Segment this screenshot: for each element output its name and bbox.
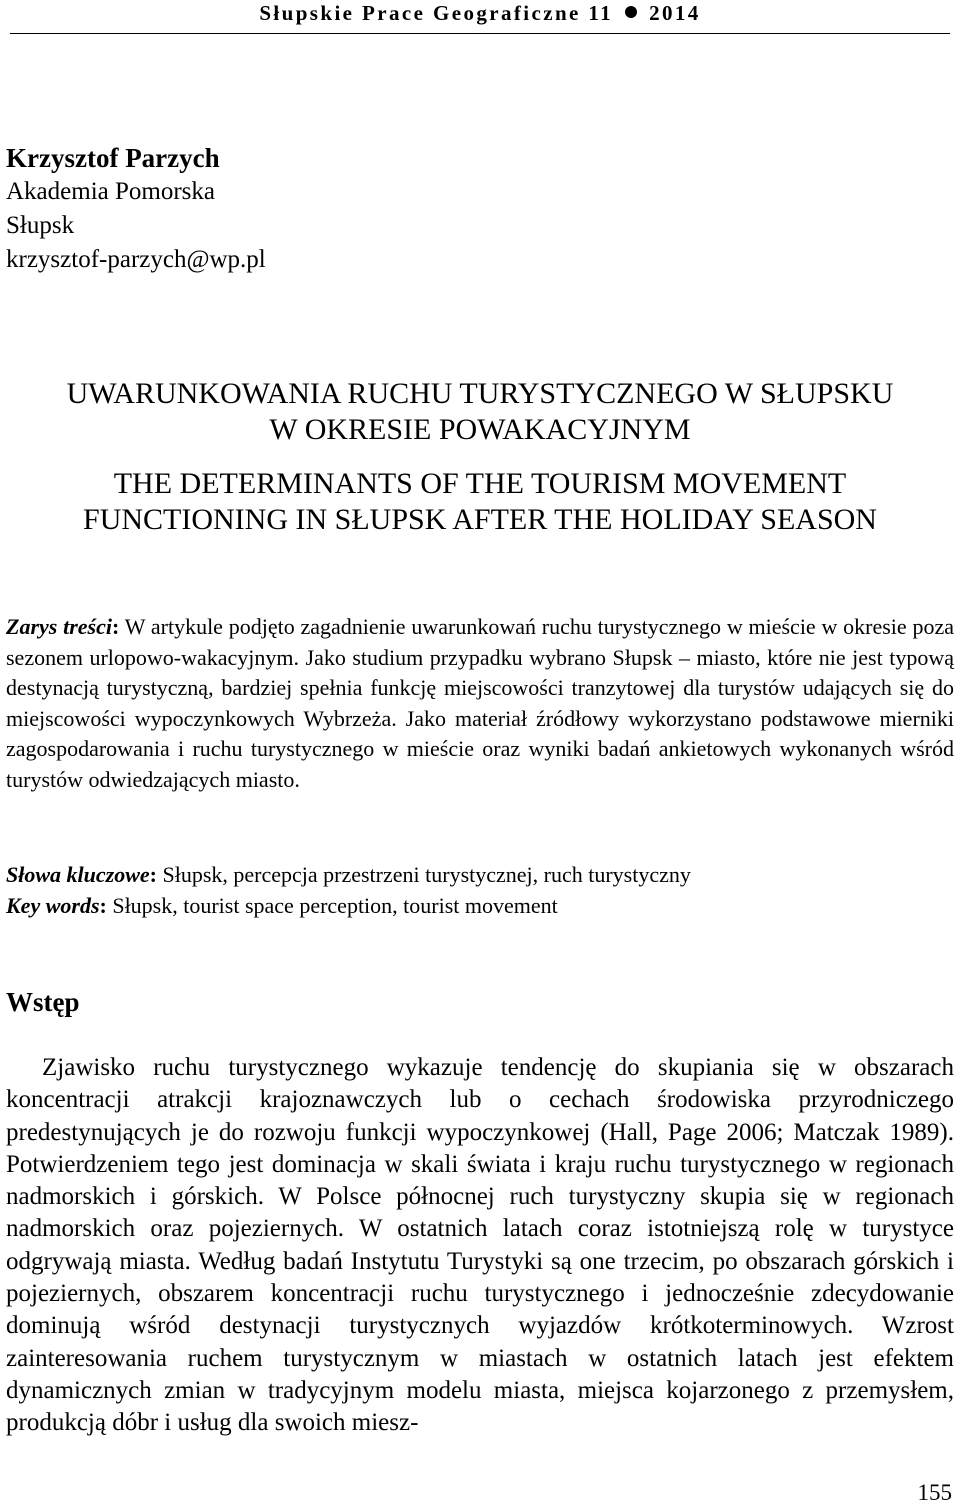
- header-rule: [10, 33, 950, 34]
- polish-title-line1: UWARUNKOWANIA RUCHU TURYSTYCZNEGO W SŁUPSKU: [66, 377, 894, 410]
- keywords-pl-label: Słowa kluczowe: [6, 862, 150, 887]
- title-block: [0, 376, 960, 538]
- section-body: Zjawisko ruchu turystycznego wykazuje tendencję do skupiania się w obszarach koncentracji atrakcji krajoznawczych lub o cechach środowiska przyrodniczego predestynujących je do rozwoju funkcji wypoczynkowej (Hall, Page 2006; Matczak 1989). Potwierdzeniem tego jest dominacja w skali świata i kraju ruchu turystycznego w regionach nadmorskich i górskich. W Polsce północnej ruch turystyczny skupia się w regionach nadmorskich oraz pojeziernych. W ostatnich latach coraz istotniejszą rolę w turystyce odgrywają miasta. Według badań Instytutu Turystyki są one trzecim, po obszarach górskich i pojeziernych, obszarem koncentracji ruchu turystycznego i jednocześnie zdecydowanie dominują wśród destynacji turystycznych wyjazdów krótkoterminowych. Wzrost zainteresowania ruchem turystycznym w miastach w ostatnich latach jest efektem dynamicznych zmian w tradycyjnym modelu miasta, miejsca kojarzonego z przemysłem, produkcją dóbr i usług dla swoich miesz-: [6, 1054, 954, 1437]
- abstract: Zarys treści: W artykule podjęto zagadnienie uwarunkowań ruchu turystycznego w mieście w okresie poza sezonem urlopowo-wakacyjnym. Jako studium przypadku wybrano Słupsk – miasto, które nie jest typową destynacją turystyczną, bardziej spełnia funkcję miejscowości tranzytowej dla turystów udających się do miejscowości wypoczynkowych Wybrzeża. Jako materiał źródłowy wykorzystano podstawowe mierniki zagospodarowania i ruchu turystycznego w mieście oraz wyniki badań ankietowych wykonanych wśród turystów odwiedzających miasto.: [6, 614, 955, 792]
- english-title: [0, 466, 960, 538]
- journal-year: 2014: [649, 1, 701, 25]
- section-heading: Wstęp: [6, 987, 80, 1017]
- bullet-separator-icon: [625, 6, 637, 18]
- keywords-pl-text: Słupsk, percepcja przestrzeni turystycznej, ruch turystyczny: [162, 862, 691, 887]
- keywords-en-text: Słupsk, tourist space perception, tourist movement: [112, 893, 558, 918]
- keywords-en-label: Key words: [6, 893, 100, 918]
- keywords-en: Key words: Słupsk, tourist space perception, tourist movement: [6, 893, 558, 918]
- author-block: [6, 141, 266, 277]
- keywords-pl: Słowa kluczowe: Słupsk, percepcja przestrzeni turystycznej, ruch turystyczny: [6, 862, 691, 887]
- abstract-text: W artykule podjęto zagadnienie uwarunkowań ruchu turystycznego w mieście w okresie poza sezonem urlopowo-wakacyjnym. Jako studium przypadku wybrano Słupsk – miasto, które nie jest typową destynacją turystyczną, bardziej spełnia funkcję miejscowości tranzytowej dla turystów udających się do miejscowości wypoczynkowych Wybrzeża. Jako materiał źródłowy wykorzystano podstawowe mierniki zagospodarowania i ruchu turystycznego w mieście oraz wyniki badań ankietowych wykonanych wśród turystów odwiedzających miasto.: [6, 614, 955, 792]
- journal-issue: 11: [588, 1, 614, 25]
- abstract-label: Zarys treści: [6, 614, 112, 639]
- english-title-line1: THE DETERMINANTS OF THE TOURISM MOVEMENT: [113, 467, 847, 500]
- author-name: Krzysztof Parzych: [6, 143, 220, 173]
- author-city: Słupsk: [6, 212, 75, 239]
- author-email: krzysztof-parzych@wp.pl: [6, 246, 266, 273]
- author-affiliation: Akademia Pomorska: [6, 178, 215, 205]
- english-title-line2: FUNCTIONING IN SŁUPSK AFTER THE HOLIDAY SEASON: [83, 503, 877, 536]
- keywords-block: [6, 859, 954, 921]
- polish-title-line2: W OKRESIE POWAKACYJNYM: [269, 413, 691, 446]
- journal-name: Słupskie Prace Geograficzne: [259, 1, 581, 25]
- page-number: 155: [917, 1480, 952, 1505]
- polish-title: [0, 376, 960, 448]
